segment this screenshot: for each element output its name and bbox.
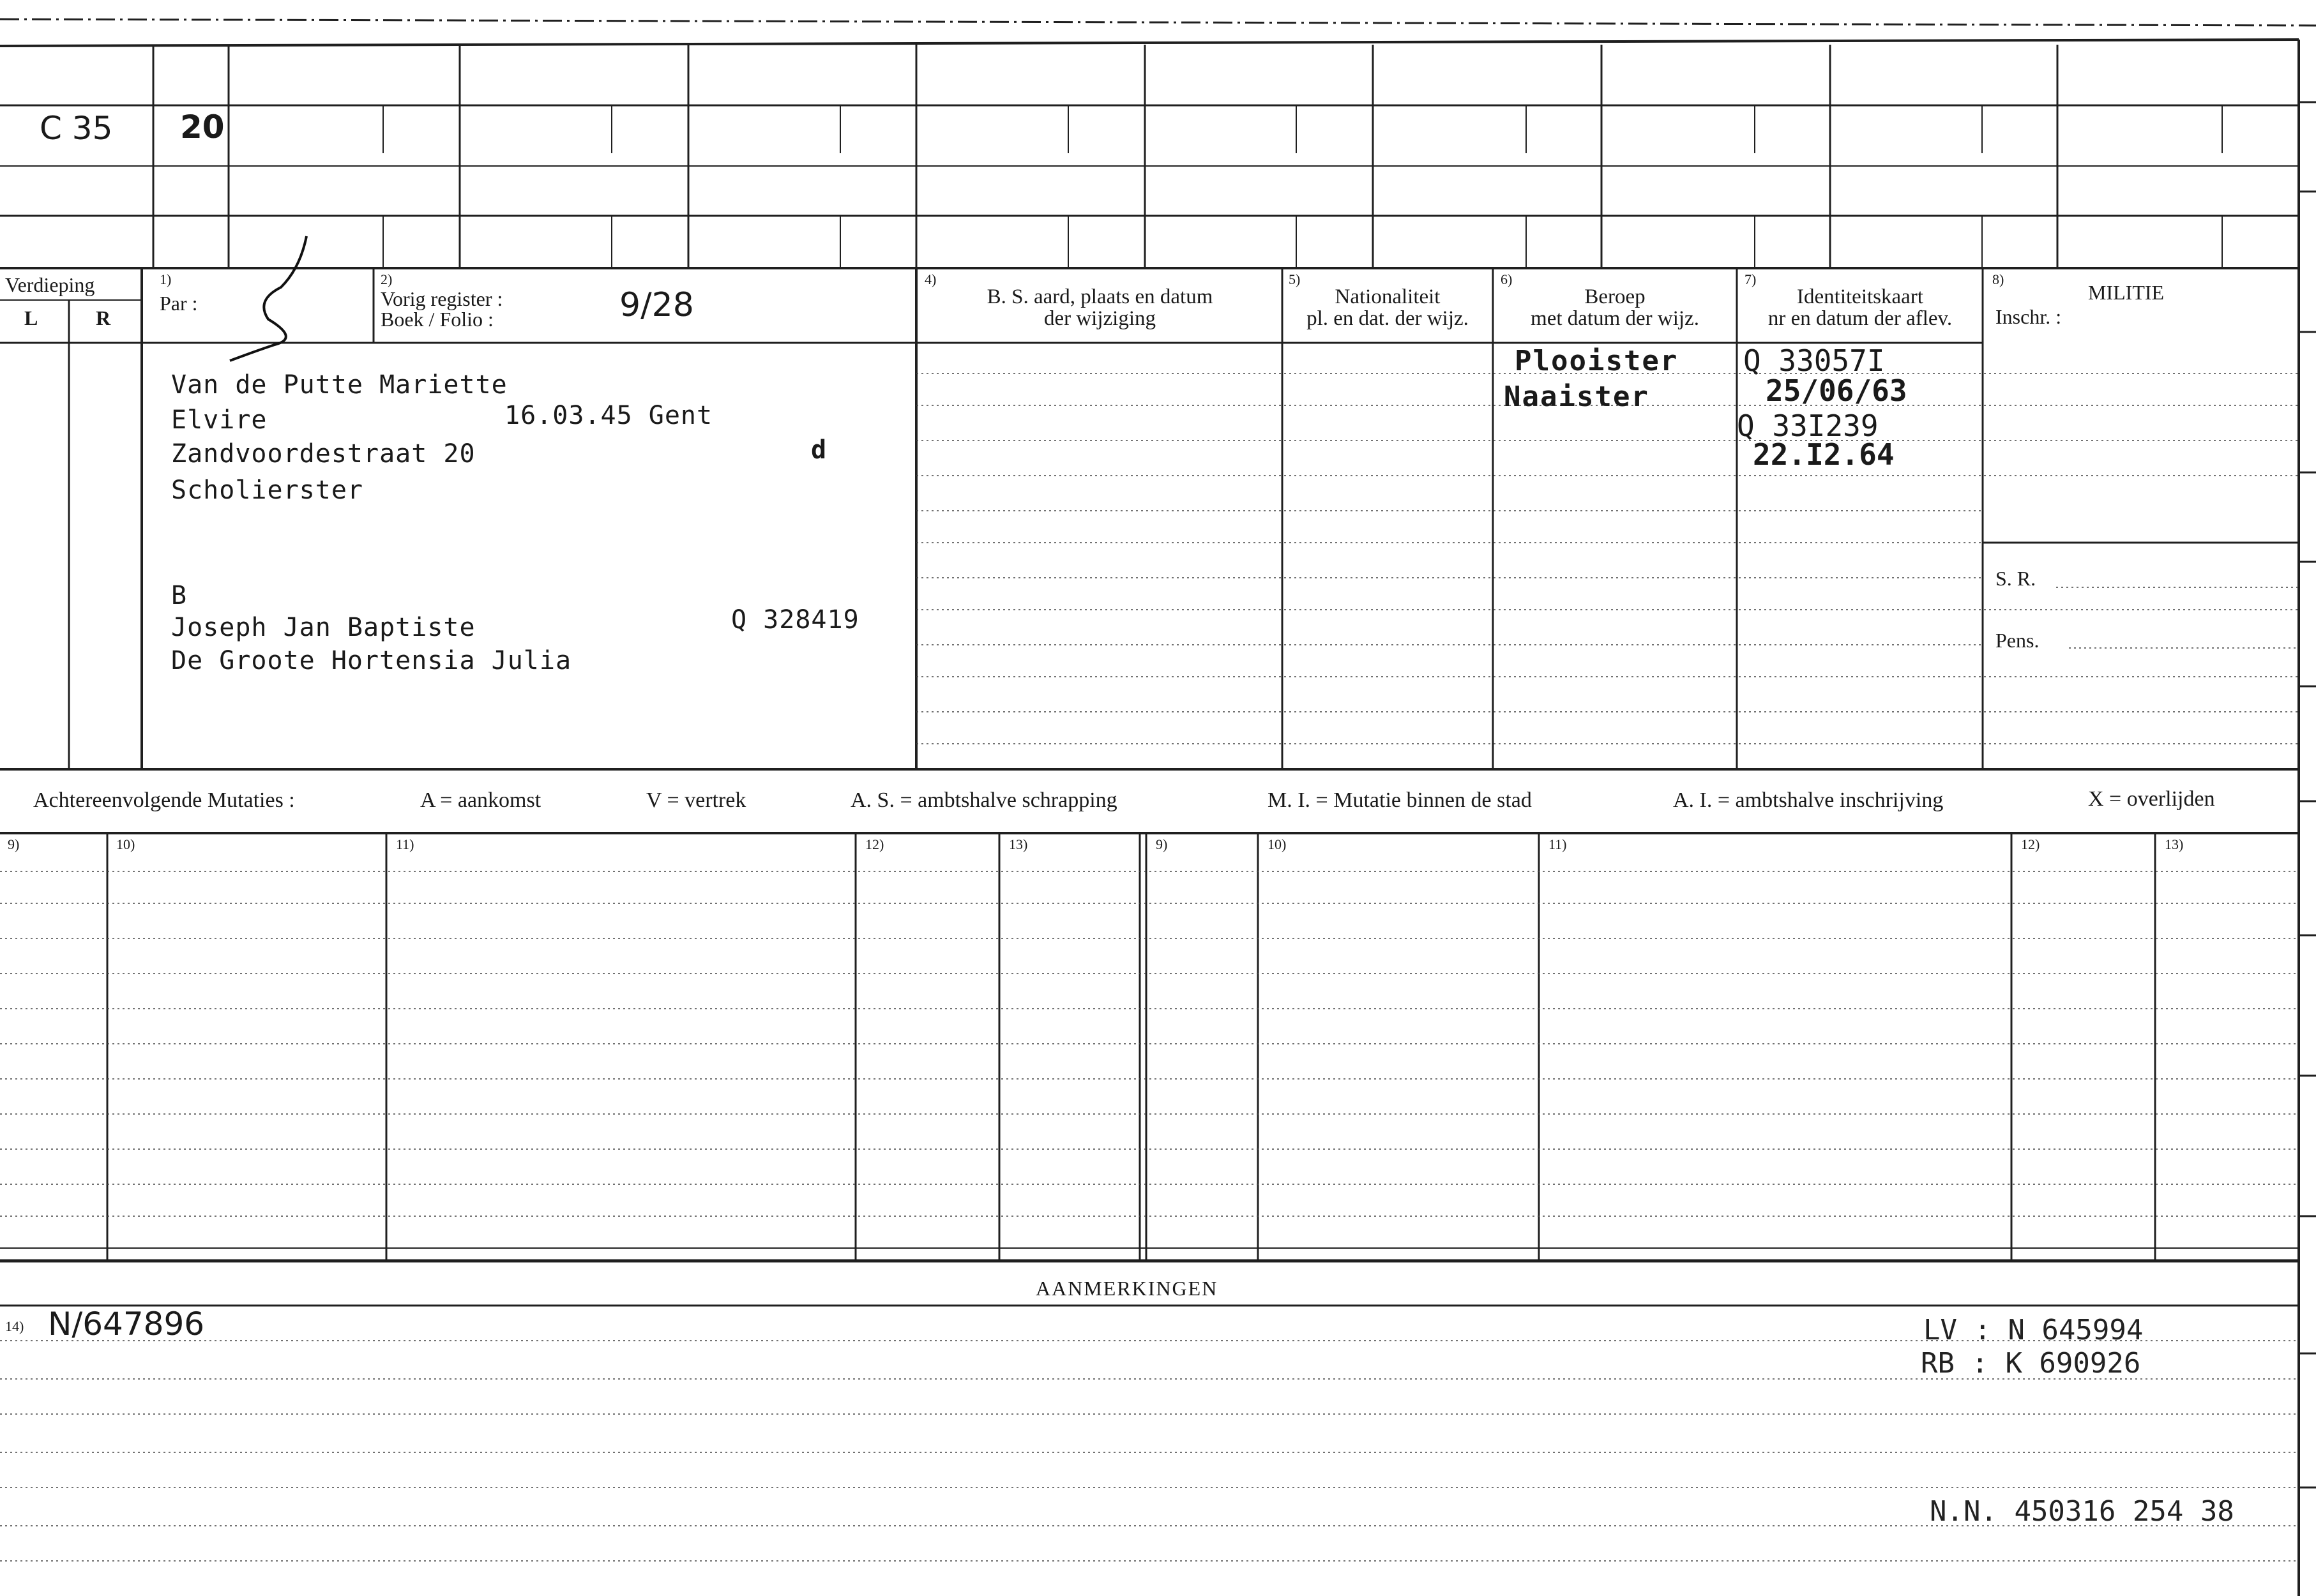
beroep-entry-2: Naaister	[1504, 380, 1649, 413]
mil-num: 8)	[1992, 271, 2004, 287]
verdieping-label: Verdieping	[5, 273, 95, 296]
l-label: L	[24, 306, 38, 329]
person-occupation: Scholierster	[171, 476, 363, 505]
top-number: 20	[180, 109, 225, 146]
pens-label: Pens.	[1995, 629, 2040, 652]
col-13-left: 13)	[1009, 836, 1028, 852]
vorig-label: Vorig register :	[381, 287, 503, 310]
nat-num: 5)	[1289, 271, 1301, 287]
mutaties-title: Achtereenvolgende Mutaties :	[33, 788, 295, 812]
vorig-value: 9/28	[619, 286, 694, 324]
col-10-left: 10)	[116, 836, 135, 852]
aanmerkingen-nn: N.N. 450316 254 38	[1930, 1495, 2234, 1528]
col-12-right: 12)	[2021, 836, 2040, 852]
person-father-id: Q 328419	[731, 605, 859, 635]
legend-vertrek: V = vertrek	[646, 788, 746, 812]
person-father: Joseph Jan Baptiste	[171, 613, 476, 642]
col-9-right: 9)	[1156, 836, 1168, 852]
person-code-b: B	[171, 581, 188, 610]
legend-inschrijving: A. I. = ambtshalve inschrijving	[1673, 788, 1944, 812]
col-13-right: 13)	[2165, 836, 2184, 852]
nat-label: Nationaliteit pl. en dat. der wijz.	[1306, 285, 1469, 330]
legend-aankomst: A = aankomst	[420, 788, 541, 812]
beroep-entry-1: Plooister	[1515, 345, 1679, 377]
id-entry-1: Q 33057I	[1743, 343, 1885, 378]
vorig-num: 2)	[381, 271, 393, 287]
inschr-label: Inschr. :	[1995, 305, 2062, 328]
top-code: C 35	[40, 110, 113, 147]
col-9-left: 9)	[8, 836, 20, 852]
beroep-num: 6)	[1501, 271, 1513, 287]
person-birth: 16.03.45 Gent	[504, 401, 713, 430]
aanmerkingen-lv: LV : N 645994	[1923, 1314, 2144, 1346]
par-label: Par :	[160, 292, 198, 315]
r-label: R	[96, 306, 111, 329]
bs-num: 4)	[925, 271, 937, 287]
id-entry-2: 25/06/63	[1766, 373, 1907, 408]
id-num: 7)	[1745, 271, 1757, 287]
legend-mutatie-stad: M. I. = Mutatie binnen de stad	[1268, 788, 1532, 812]
id-entry-4: 22.I2.64	[1753, 437, 1895, 472]
aanmerkingen-rb: RB : K 690926	[1921, 1347, 2141, 1380]
id-entry-3: Q 33I239	[1737, 409, 1879, 443]
legend-overlijden: X = overlijden	[2088, 787, 2215, 811]
col-12-left: 12)	[865, 836, 884, 852]
person-name-line2: Elvire	[171, 405, 268, 435]
aanmerkingen-num: 14)	[5, 1318, 24, 1334]
person-name-line1: Van de Putte Mariette	[171, 370, 508, 400]
par-num: 1)	[160, 271, 172, 287]
bs-label: B. S. aard, plaats en datum der wijziging	[987, 285, 1213, 330]
person-address: Zandvoordestraat 20	[171, 439, 476, 469]
beroep-label: Beroep met datum der wijz.	[1531, 285, 1699, 330]
col-11-right: 11)	[1548, 836, 1567, 852]
aanmerkingen-title: AANMERKINGEN	[1036, 1277, 1218, 1300]
sr-label: S. R.	[1995, 567, 2036, 590]
militie-label: MILITIE	[2088, 281, 2165, 304]
col-10-right: 10)	[1268, 836, 1287, 852]
person-mark: d	[811, 435, 828, 465]
person-mother: De Groote Hortensia Julia	[171, 646, 572, 675]
aanmerkingen-n-value: N/647896	[48, 1306, 205, 1343]
legend-schrapping: A. S. = ambtshalve schrapping	[851, 788, 1117, 812]
col-11-left: 11)	[396, 836, 414, 852]
boek-label: Boek / Folio :	[381, 308, 494, 331]
id-label: Identiteitskaart nr en datum der aflev.	[1767, 285, 1953, 330]
